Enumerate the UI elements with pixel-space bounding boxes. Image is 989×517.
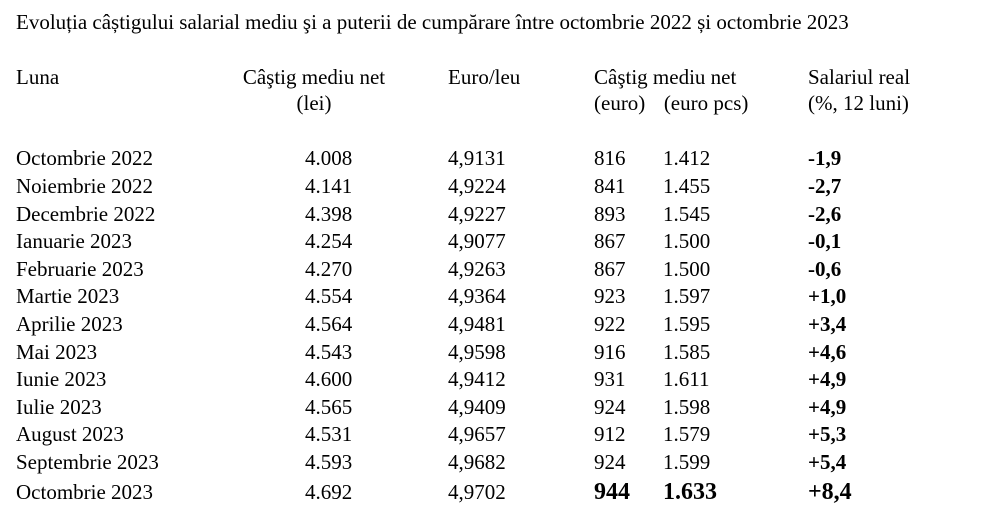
- month-cell: Septembrie 2023: [16, 450, 159, 474]
- euro-leu-cell: 4,9131: [448, 146, 506, 170]
- table-row: [0, 201, 989, 228]
- table-row: [0, 283, 989, 310]
- euro-leu-cell: 4,9657: [448, 422, 506, 446]
- euro-leu-cell: 4,9481: [448, 312, 506, 336]
- net-lei-cell: 4.270: [305, 257, 353, 281]
- net-euro-pcs-cell: 1.633: [663, 479, 717, 505]
- real-wage-cell: +5,3: [808, 422, 847, 446]
- table-row: [0, 449, 989, 476]
- header-real-wage: [808, 64, 910, 116]
- net-euro-cell: 867: [594, 257, 626, 281]
- net-euro-cell: 931: [594, 367, 626, 391]
- table-row: [0, 256, 989, 283]
- table-row: [0, 173, 989, 200]
- net-lei-cell: 4.398: [305, 202, 353, 226]
- month-cell: Octombrie 2023: [16, 480, 154, 504]
- month-cell: Noiembrie 2022: [16, 174, 154, 198]
- net-lei-cell: 4.543: [305, 340, 353, 364]
- month-cell: Aprilie 2023: [16, 312, 123, 336]
- header-euro-leu: Euro/leu: [448, 65, 521, 89]
- table-row: [0, 394, 989, 421]
- net-euro-cell: 867: [594, 229, 626, 253]
- euro-leu-cell: 4,9682: [448, 450, 506, 474]
- net-lei-cell: 4.564: [305, 312, 353, 336]
- header-net-euro-line1: Câştig mediu net: [594, 65, 737, 89]
- header-net-lei-line1: Câştig mediu net: [242, 65, 386, 89]
- header-month: Luna: [16, 65, 60, 89]
- real-wage-cell: +1,0: [808, 284, 847, 308]
- net-euro-pcs-cell: 1.500: [663, 229, 711, 253]
- table-row: [0, 421, 989, 448]
- month-cell: Iunie 2023: [16, 367, 107, 391]
- header-net-euro-pcs-unit: (euro pcs): [663, 91, 749, 115]
- net-euro-pcs-cell: 1.412: [663, 146, 711, 170]
- net-euro-pcs-cell: 1.500: [663, 257, 711, 281]
- net-lei-cell: 4.141: [305, 174, 353, 198]
- net-euro-pcs-cell: 1.595: [663, 312, 711, 336]
- net-euro-pcs-cell: 1.585: [663, 340, 711, 364]
- real-wage-cell: -1,9: [808, 146, 842, 170]
- net-euro-cell: 923: [594, 284, 626, 308]
- net-euro-cell: 924: [594, 450, 626, 474]
- page-title: Evoluția câștigului salarial mediu şi a puterii de cumpărare între octombrie 2022 și octombrie 2023: [16, 10, 849, 34]
- table-row: [0, 145, 989, 172]
- euro-leu-cell: 4,9263: [448, 257, 506, 281]
- real-wage-cell: +4,6: [808, 340, 847, 364]
- euro-leu-cell: 4,9077: [448, 229, 506, 253]
- month-cell: Martie 2023: [16, 284, 120, 308]
- net-euro-pcs-cell: 1.545: [663, 202, 711, 226]
- net-lei-cell: 4.254: [305, 229, 353, 253]
- table-row: [0, 228, 989, 255]
- net-euro-pcs-cell: 1.598: [663, 395, 711, 419]
- header-real-wage-line1: Salariul real: [808, 65, 911, 89]
- net-euro-cell: 912: [594, 422, 626, 446]
- real-wage-cell: +5,4: [808, 450, 847, 474]
- net-euro-cell: 916: [594, 340, 626, 364]
- table-row: [0, 479, 989, 506]
- net-euro-cell: 893: [594, 202, 626, 226]
- net-lei-cell: 4.554: [305, 284, 353, 308]
- euro-leu-cell: 4,9224: [448, 174, 506, 198]
- table-row: [0, 339, 989, 366]
- real-wage-cell: -2,6: [808, 202, 842, 226]
- net-euro-pcs-cell: 1.579: [663, 422, 711, 446]
- real-wage-cell: +8,4: [808, 479, 852, 505]
- euro-leu-cell: 4,9412: [448, 367, 506, 391]
- net-lei-cell: 4.593: [305, 450, 353, 474]
- real-wage-cell: +3,4: [808, 312, 847, 336]
- month-cell: August 2023: [16, 422, 124, 446]
- net-lei-cell: 4.008: [305, 146, 353, 170]
- net-euro-cell: 922: [594, 312, 626, 336]
- header-real-wage-line2: (%, 12 luni): [808, 91, 909, 115]
- euro-leu-cell: 4,9364: [448, 284, 506, 308]
- header-net-euro-line2: [594, 90, 748, 116]
- net-euro-cell: 924: [594, 395, 626, 419]
- header-net-euro-unit: (euro): [594, 91, 646, 115]
- real-wage-cell: -0,6: [808, 257, 842, 281]
- euro-leu-cell: 4,9409: [448, 395, 506, 419]
- net-euro-pcs-cell: 1.599: [663, 450, 711, 474]
- net-euro-pcs-cell: 1.597: [663, 284, 711, 308]
- net-lei-cell: 4.692: [305, 480, 353, 504]
- real-wage-cell: +4,9: [808, 395, 847, 419]
- net-euro-cell: 816: [594, 146, 626, 170]
- euro-leu-cell: 4,9227: [448, 202, 506, 226]
- month-cell: Iulie 2023: [16, 395, 102, 419]
- euro-leu-cell: 4,9702: [448, 480, 506, 504]
- net-euro-pcs-cell: 1.611: [663, 367, 710, 391]
- net-euro-cell: 944: [594, 479, 630, 505]
- net-lei-cell: 4.531: [305, 422, 353, 446]
- header-net-lei-line2: (lei): [296, 91, 332, 115]
- month-cell: Decembrie 2022: [16, 202, 156, 226]
- real-wage-cell: -0,1: [808, 229, 842, 253]
- month-cell: Octombrie 2022: [16, 146, 154, 170]
- month-cell: Ianuarie 2023: [16, 229, 133, 253]
- header-net-euro: [594, 64, 748, 116]
- header-net-lei: [226, 64, 402, 116]
- real-wage-cell: -2,7: [808, 174, 842, 198]
- month-cell: Februarie 2023: [16, 257, 144, 281]
- real-wage-cell: +4,9: [808, 367, 847, 391]
- net-euro-pcs-cell: 1.455: [663, 174, 711, 198]
- net-lei-cell: 4.565: [305, 395, 353, 419]
- net-euro-cell: 841: [594, 174, 626, 198]
- table-row: [0, 311, 989, 338]
- month-cell: Mai 2023: [16, 340, 98, 364]
- net-lei-cell: 4.600: [305, 367, 353, 391]
- euro-leu-cell: 4,9598: [448, 340, 506, 364]
- table-row: [0, 366, 989, 393]
